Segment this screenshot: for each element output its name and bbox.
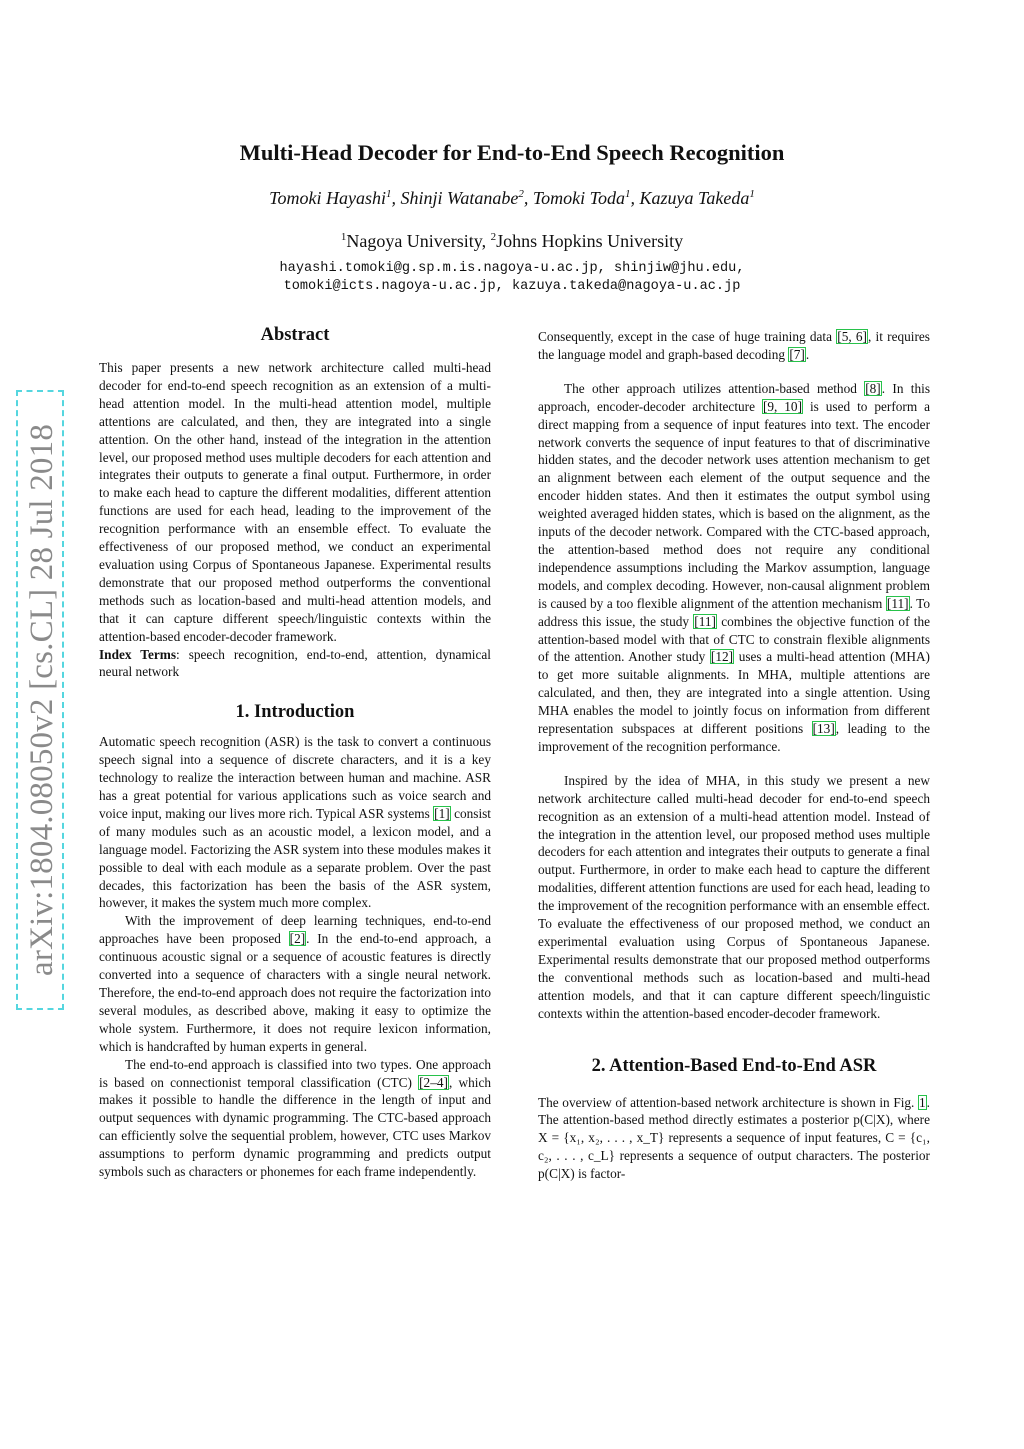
author-name: Tomoki Toda: [532, 188, 626, 208]
citation-link[interactable]: [9, 10]: [762, 398, 803, 414]
abstract-heading: Abstract: [260, 325, 330, 345]
section-2-paragraph-1: The overview of attention-based network architecture is shown in Fig. 1. The attention-based method directly estimates a posterior p(C|X), where X = {x₁, x₂, . . . , x_T} represents a sequence of input features, C = {c₁, c₂, . . . , c_L} represents a sequence of output characters. The posterior p(C|X) is factor-: [538, 1094, 930, 1182]
index-terms: Index Terms: speech recognition, end-to-end, attention, dynamical neural network: [99, 646, 491, 680]
introduction-heading: 1. Introduction: [235, 702, 355, 723]
affiliation-1: Nagoya University,: [346, 231, 491, 251]
index-terms-label: Index Terms: [99, 646, 176, 662]
intro-paragraph-5: Inspired by the idea of MHA, in this study we present a new network architecture called multi-head decoder for end-to-end speech recognition as an extension of a multi-head attention model. Instead of the integration in the attention level, our proposed method uses multiple decoders for each attention and integrates their outputs to generate a final output. Furthermore, in order to make each head to capture the different modalities, different attention functions are used for each head, leading to the improvement of the recognition performance with an ensemble effect. To evaluate the effectiveness of our proposed method, we conduct an experimental evaluation using Corpus of Spontaneous Japanese. Experimental results demonstrate that our proposed method outperforms the conventional methods such as location-based and multi-head attention models, and that it can capture different speech/linguistic contexts within the attention-based encoder-decoder framework.: [538, 772, 930, 1021]
citation-link[interactable]: [2]: [289, 931, 306, 947]
citation-link[interactable]: [11]: [694, 613, 716, 629]
author-name: Shinji Watanabe: [400, 188, 519, 208]
email-line-1: hayashi.tomoki@g.sp.m.is.nagoya-u.ac.jp, shinjiw@jhu.edu,: [279, 261, 745, 276]
citation-link[interactable]: [8]: [865, 380, 881, 396]
citation-link[interactable]: [13]: [812, 721, 835, 737]
author-affiliation-mark: 1: [625, 188, 631, 200]
affiliation-2: Johns Hopkins University: [496, 231, 684, 251]
abstract-text: This paper presents a new network architecture called multi-head decoder for end-to-end speech recognition as an extension of a multi-head attention model. In the multi-head attention model, multiple attentions are calculated, and then, they are integrated into a single attention. On the other hand, instead of the integration in the attention level, our proposed method uses multiple decoders for each attention and integrates their outputs to generate a final output. Furthermore, in order to make each head to capture the different modalities, different attention functions are used for each head, leading to the improvement of the recognition performance with an ensemble effect. To evaluate the effectiveness of our proposed method, we conduct an experimental evaluation using Corpus of Spontaneous Japanese. Experimental results demonstrate that our proposed method outperforms the conventional methods such as location-based and multi-head attention models, and that it can capture different speech/linguistic contexts within the attention-based encoder-decoder framework.: [99, 360, 491, 644]
citation-link[interactable]: [1]: [434, 805, 450, 821]
intro-paragraph-3-continued: Consequently, except in the case of huge training data [5, 6], it requires the language model and graph-based decoding [7].: [538, 329, 930, 362]
affiliations: $^1$Nagoya University, $^2$Johns Hopkins University: [340, 231, 684, 251]
citation-link[interactable]: [12]: [710, 649, 734, 665]
paper-title: Multi-Head Decoder for End-to-End Speech Recognition: [239, 140, 785, 165]
intro-paragraph-3: The end-to-end approach is classified into two types. One approach is based on connectionist temporal classification (CTC) [2–4], which makes it possible to handle the difference in the length of input and output sequences with dynamic programming. The CTC-based approach can efficiently solve the sequential problem, however, CTC uses Markov assumptions to perform dynamic programming and predicts output symbols such as characters or phonemes for each frame independently.: [99, 1056, 491, 1180]
author-affiliation-mark: 1: [385, 188, 392, 200]
left-column: [99, 324, 491, 1181]
author-affiliation-mark: 1: [749, 188, 755, 200]
author-name: Tomoki Hayashi: [269, 188, 386, 208]
figure-reference-link[interactable]: 1: [919, 1094, 926, 1110]
citation-link[interactable]: [5, 6]: [837, 329, 867, 344]
arxiv-identifier-stamp: arXiv:1804.08050v2 [cs.CL] 28 Jul 2018: [16, 390, 64, 1010]
author-name: Kazuya Takeda: [639, 188, 750, 208]
right-column: [538, 328, 930, 1183]
intro-paragraph-1: Automatic speech recognition (ASR) is the task to convert a continuous speech signal into a sequence of discrete characters, and it is a key technology to realize the interaction between human and machine. ASR has a great potential for various applications such as voice search and voice input, making our lives more rich. Typical ASR systems [1] consist of many modules such as an acoustic model, a lexicon model, and a language model. Factorizing the ASR system into these modules makes it possible to deal with each module as a separate problem. Over the past decades, this factorization has been the basis of the ASR system, however, it makes the system much more complex.: [99, 734, 492, 911]
citation-link[interactable]: [7]: [789, 346, 805, 362]
citation-link[interactable]: [11]: [886, 595, 909, 611]
section-2-heading: 2. Attention-Based End-to-End ASR: [591, 1055, 877, 1076]
intro-paragraph-4: The other approach utilizes attention-based method [8]. In this approach, encoder-decoder architecture [9, 10] is used to perform a direct mapping from a sequence of input features into text. The encoder network converts the sequence of input features to that of discriminative hidden states, and the decoder network uses attention mechanism to get an alignment between each element of the output sequence and the encoder hidden states. And then it estimates the output symbol using weighted averaged hidden states, which is based on the alignment, as the inputs of the decoder network. Compared with the CTC-based approach, the attention-based method does not require any conditional independence assumptions including the Markov assumption, language models, and complex decoding. However, non-causal alignment problem is caused by a too flexible alignment of the attention mechanism [11]. To address this issue, the study [11] combines the objective function of the attention-based model with that of CTC to constrain flexible alignments of the attention. Another study [12] uses a multi-head attention (MHA) to get more suitable alignments. In MHA, multiple attentions are calculated, and then, they are integrated into a single attention. Using MHA enables the model to jointly focus on information from different representation subspaces at different positions [13], leading to the improvement of the recognition performance.: [538, 380, 931, 754]
intro-paragraph-2: With the improvement of deep learning techniques, end-to-end approaches have been proposed [2]. In the end-to-end approach, a continuous acoustic signal or a sequence of acoustic features is directly converted into a sequence of characters with a single neural network. Therefore, the end-to-end approach does not require the factorization into several modules, as described above, making it easy to optimize the whole system. Furthermore, it does not require lexicon information, which is handcrafted by human experts in general.: [99, 913, 491, 1054]
email-line-2: tomoki@icts.nagoya-u.ac.jp, kazuya.takeda@nagoya-u.ac.jp: [283, 279, 741, 294]
author-affiliation-mark: 2: [518, 188, 524, 200]
citation-link[interactable]: [2–4]: [419, 1074, 448, 1090]
author-list: Tomoki Hayashi$^1$, Shinji Watanabe$^2$, Tomoki Toda$^1$, Kazuya Takeda$^1$: [269, 188, 755, 208]
